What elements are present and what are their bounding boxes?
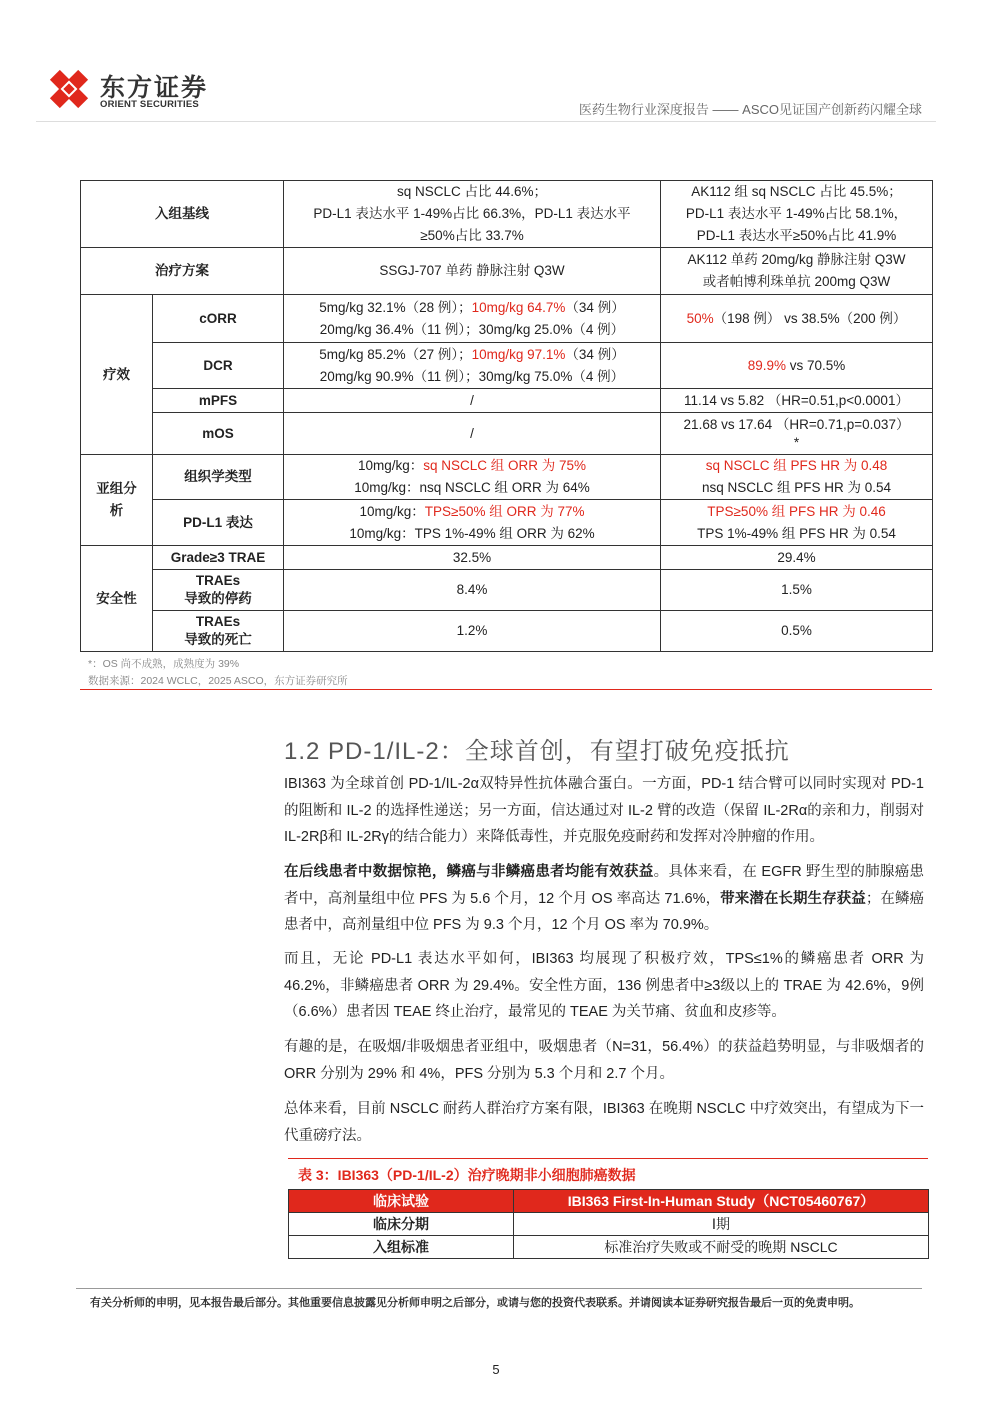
cell-text: （34 例）: [565, 346, 625, 362]
cell: 标准治疗失败或不耐受的晚期 NSCLC: [514, 1236, 929, 1259]
cell-line: sq NSCLC 占比 44.6%；: [396, 184, 548, 199]
table-row: [81, 343, 933, 389]
paragraph: IBI363 为全球首创 PD-1/IL-2α双特异性抗体融合蛋白。一方面，PD-1 结合臂可以同时实现对 PD-1 的阻断和 IL-2 的选择性递送；另一方面，信达通过对 IL-2 臂的改造（保留 IL-2Rα的亲和力，削弱对 IL-2Rβ和 IL-2Rγ的结合能力）来降低毒性，并克服免疫耐药和发挥对冷肿瘤的作用。: [284, 776, 924, 845]
cell-line: TPS 1%-49% 组 PFS HR 为 0.54: [697, 525, 896, 541]
header-cell: IBI363 First-In-Human Study（NCT05460767）: [514, 1190, 929, 1213]
highlight-text: 10mg/kg 64.7%: [471, 299, 566, 315]
row-label-corr: cORR: [153, 295, 284, 343]
row-label-pdl1: PD-L1 表达: [153, 500, 284, 546]
table-row: [81, 546, 933, 570]
cell-line: [287, 455, 657, 477]
cell-line: 导致的死亡: [184, 632, 252, 647]
cell-text: 10mg/kg：: [359, 503, 425, 519]
row-label-regimen: 治疗方案: [81, 248, 284, 295]
cell-text: 10mg/kg：: [357, 458, 424, 473]
cell: 32.5%: [284, 546, 661, 570]
row-label-death: [153, 611, 284, 652]
table-row: [81, 181, 933, 248]
cell-line: [287, 501, 657, 523]
highlight-text: TPS≥50% 组 ORR 为 77%: [424, 503, 585, 519]
table-source: 数据来源：2024 WCLC，2025 ASCO，东方证券研究所: [88, 675, 348, 687]
table-header-row: [289, 1190, 929, 1213]
table-row: [81, 295, 933, 343]
orient-securities-logo-icon: [46, 66, 92, 112]
brand-name-en: ORIENT SECURITIES: [100, 99, 199, 110]
row-label-subgroup: [81, 455, 153, 546]
cell-line: 亚组分: [96, 481, 137, 496]
table-row: [81, 611, 933, 652]
cell-line: 10mg/kg：nsq NSCLC 组 ORR 为 64%: [354, 480, 590, 495]
cell: [284, 455, 661, 500]
cell: [661, 248, 933, 295]
cell: [661, 455, 933, 500]
footer-divider: [76, 1288, 922, 1289]
cell-line: 21.68 vs 17.64 （HR=0.71,p=0.037）: [683, 416, 910, 432]
cell: 0.5%: [661, 611, 933, 652]
cell-line: PD-L1 表达水平 1-49%占比 66.3%，PD-L1 表达水平: [313, 206, 631, 221]
row-label-safety: 安全性: [81, 546, 153, 652]
section-divider: [80, 689, 932, 690]
cell: [661, 343, 933, 389]
highlight-text: 50%: [686, 310, 714, 326]
cell: [284, 181, 661, 248]
cell-line: 析: [109, 503, 124, 518]
cell-line: AK112 单药 20mg/kg 静脉注射 Q3W: [687, 252, 906, 267]
cell: [661, 500, 933, 546]
cell-line: TRAEs: [195, 573, 241, 588]
highlight-text: 89.9%: [747, 357, 786, 373]
comparison-table: [80, 180, 933, 652]
header-cell: 临床试验: [289, 1190, 514, 1213]
cell-line: 导致的停药: [184, 591, 252, 606]
table-row: [81, 570, 933, 611]
brand-name-cn: 东方证券: [100, 74, 209, 102]
cell-text: （198 例） vs 38.5%（200 例）: [713, 310, 907, 326]
row-label-grade3: Grade≥3 TRAE: [153, 546, 284, 570]
table-row: [81, 389, 933, 413]
section-heading: 1.2 PD-1/IL-2：全球首创，有望打破免疫抵抗: [284, 738, 790, 765]
cell-text: vs 70.5%: [786, 357, 846, 373]
table-row: [81, 500, 933, 546]
cell: 8.4%: [284, 570, 661, 611]
table-footnote: *：OS 尚不成熟，成熟度为 39%: [88, 658, 240, 670]
table-row: [81, 248, 933, 295]
row-label-discontinuation: [153, 570, 284, 611]
cell-line: [287, 297, 657, 319]
paragraph: 有趣的是，在吸烟/非吸烟患者亚组中，吸烟患者（N=31，56.4%）的获益趋势明显，与非吸烟者的 ORR 分别为 29% 和 4%，PFS 分别为 5.3 个月和 2.7 个月。: [284, 1039, 924, 1082]
table-row: [81, 413, 933, 455]
row-label-efficacy: 疗效: [81, 295, 153, 455]
highlight-text: TPS≥50% 组 PFS HR 为 0.46: [707, 503, 886, 519]
cell: SSGJ-707 单药 静脉注射 Q3W: [284, 248, 661, 295]
cell-text: 5mg/kg 32.1%（28 例）；: [319, 299, 472, 315]
row-label: 入组标准: [289, 1236, 514, 1259]
cell: /: [284, 389, 661, 413]
row-label-dcr: DCR: [153, 343, 284, 389]
row-label-baseline: 入组基线: [81, 181, 284, 248]
cell-line: 20mg/kg 90.9%（11 例）；30mg/kg 75.0%（4 例）: [319, 368, 625, 384]
bold-text: 在后线患者中数据惊艳，鳞癌与非鳞癌患者均能有效获益: [284, 864, 654, 880]
row-label-mpfs: mPFS: [153, 389, 284, 413]
cell-line: TRAEs: [195, 614, 241, 629]
highlight-text: sq NSCLC 组 ORR 为 75%: [423, 458, 587, 473]
cell: [661, 295, 933, 343]
table-row: [289, 1213, 929, 1236]
cell: [284, 500, 661, 546]
cell-line: 20mg/kg 36.4%（11 例）；30mg/kg 25.0%（4 例）: [319, 321, 625, 337]
header-divider: [36, 121, 936, 122]
cell-line: AK112 组 sq NSCLC 占比 45.5%；: [691, 184, 902, 199]
cell: 1.2%: [284, 611, 661, 652]
cell-line: *: [793, 434, 800, 450]
cell: 11.14 vs 5.82 （HR=0.51,p<0.0001）: [661, 389, 933, 413]
paragraph-text: ；在鳞癌患者中，高剂量组中位 PFS 为 9.3 个月，12 个月 OS 率为 70.9%。: [284, 890, 925, 933]
table-title: 表 3：IBI363（PD-1/IL-2）治疗晚期非小细胞肺癌数据: [298, 1167, 636, 1183]
row-label: 临床分期: [289, 1213, 514, 1236]
table-row: [289, 1236, 929, 1259]
cell: [661, 181, 933, 248]
page-number: 5: [492, 1362, 500, 1377]
cell-line: PD-L1 表达水平≥50%占比 41.9%: [696, 228, 897, 243]
footer-disclaimer: 有关分析师的申明，见本报告最后部分。其他重要信息披露见分析师申明之后部分，或请与您的投资代表联系。并请阅读本证券研究报告最后一页的免责申明。: [90, 1297, 860, 1309]
report-title: 医药生物行业深度报告 —— ASCO见证国产创新药闪耀全球: [578, 102, 922, 117]
row-label-histology: 组织学类型: [153, 455, 284, 500]
cell-text: 5mg/kg 85.2%（27 例）；: [319, 346, 472, 362]
cell: /: [284, 413, 661, 455]
cell-line: nsq NSCLC 组 PFS HR 为 0.54: [701, 480, 892, 495]
cell-line: [287, 344, 657, 366]
highlight-text: 10mg/kg 97.1%: [471, 346, 566, 362]
cell: Ⅰ期: [514, 1213, 929, 1236]
cell: [661, 413, 933, 455]
cell-line: ≥50%占比 33.7%: [420, 228, 524, 243]
cell-text: （34 例）: [565, 299, 625, 315]
cell-line: 或者帕博利珠单抗 200mg Q3W: [702, 274, 891, 289]
table-title-divider: [288, 1158, 928, 1159]
cell: [284, 295, 661, 343]
cell: [284, 343, 661, 389]
row-label-mos: mOS: [153, 413, 284, 455]
paragraph: 而且，无论 PD-L1 表达水平如何，IBI363 均展现了积极疗效，TPS≤1%的鳞癌患者 ORR 为 46.2%，非鳞癌患者 ORR 为 29.4%。安全性方面，136 例患者中≥3级以上的 TRAE 为 42.6%，9例（6.6%）患者因 TEAE 终止治疗，最常见的 TEAE 为关节痛、贫血和皮疹等。: [284, 951, 924, 1020]
paragraph-text: 。具体来看，在 EGFR 野生型的肺腺癌患者中，高剂量组中位 PFS 为 5.6 个月，12 个月 OS 率高达 71.6%，: [284, 864, 924, 907]
cell-line: 10mg/kg：TPS 1%-49% 组 ORR 为 62%: [349, 525, 595, 541]
paragraph: 总体来看，目前 NSCLC 耐药人群治疗方案有限，IBI363 在晚期 NSCLC 中疗效突出，有望成为下一代重磅疗法。: [284, 1101, 924, 1144]
highlight-text: sq NSCLC 组 PFS HR 为 0.48: [705, 458, 888, 473]
bold-text: 带来潜在长期生存获益: [720, 890, 866, 907]
cell: 29.4%: [661, 546, 933, 570]
ibi363-table: [288, 1189, 929, 1259]
cell: 1.5%: [661, 570, 933, 611]
paragraph: [284, 859, 924, 939]
table-row: [81, 455, 933, 500]
cell-line: PD-L1 表达水平 1-49%占比 58.1%，: [685, 206, 908, 221]
